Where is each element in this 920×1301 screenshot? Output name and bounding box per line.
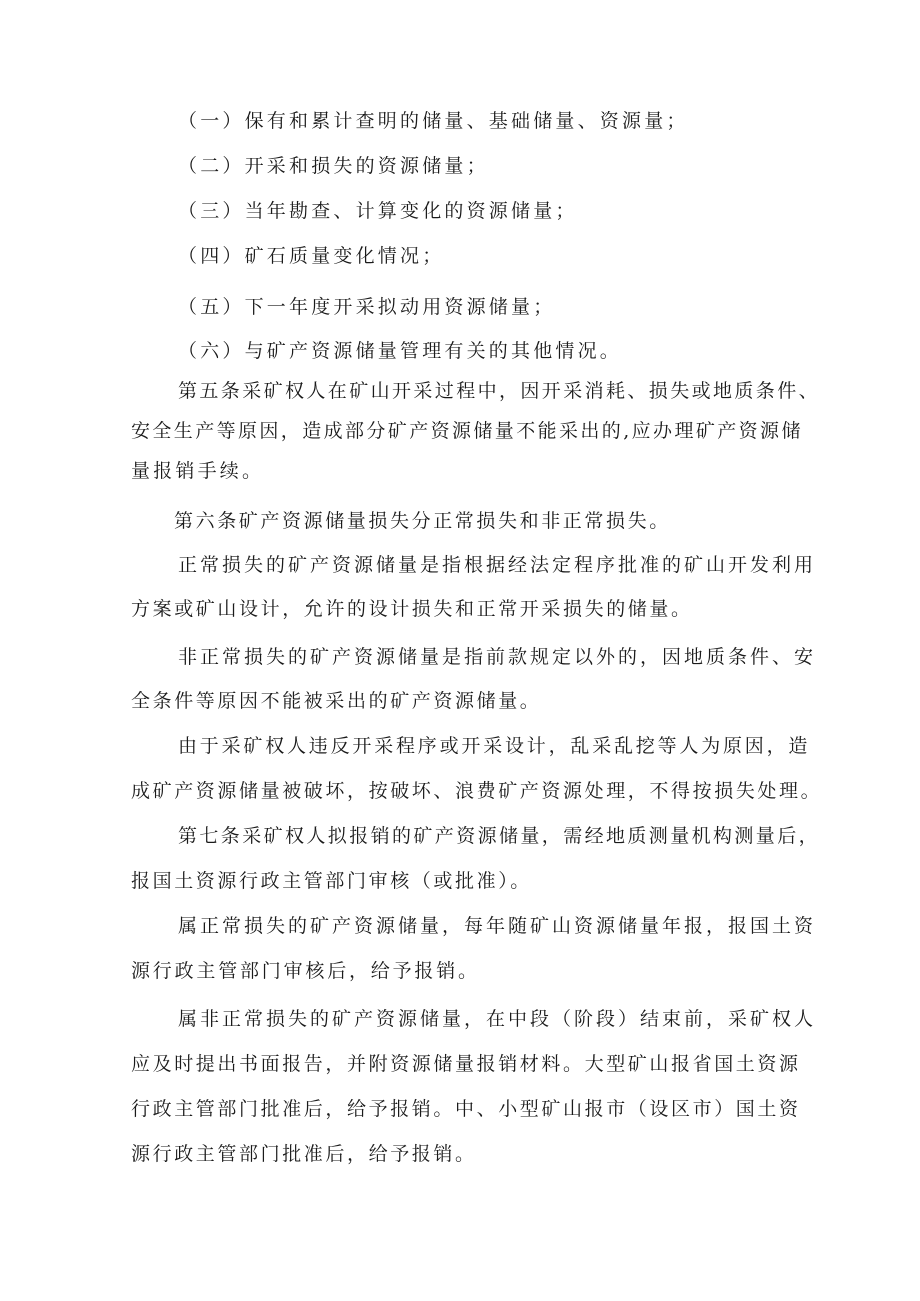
article-6-line: 第六条矿产资源储量损失分正常损失和非正常损失。 <box>174 510 671 532</box>
list-item-6: （六）与矿产资源储量管理有关的其他情况。 <box>178 340 623 362</box>
normal-loss-writeoff-line: 源行政主管部门审核后，给予报销。 <box>131 960 480 982</box>
article-5-line: 量报销手续。 <box>131 460 265 482</box>
article-7-line: 第七条采矿权人拟报销的矿产资源储量，需经地质测量机构测量后， <box>178 825 821 847</box>
list-item-1: （一）保有和累计查明的储量、基础储量、资源量； <box>178 110 689 132</box>
list-item-5: （五）下一年度开采拟动用资源储量； <box>178 296 556 318</box>
list-item-4: （四）矿石质量变化情况； <box>178 245 445 267</box>
abnormal-loss-writeoff-line: 属非正常损失的矿产资源储量，在中段（阶段）结束前，采矿权人 <box>178 1008 817 1030</box>
normal-loss-line: 正常损失的矿产资源储量是指根据经法定程序批准的矿山开发利用 <box>178 554 817 576</box>
abnormal-loss-writeoff-line: 行政主管部门批准后，给予报销。中、小型矿山报市（设区市）国土资 <box>131 1098 801 1120</box>
abnormal-loss-line: 全条件等原因不能被采出的矿产资源储量。 <box>131 690 542 712</box>
list-item-3: （三）当年勘查、计算变化的资源储量； <box>178 200 578 222</box>
article-7-line: 报国土资源行政主管部门审核（或批准）。 <box>131 870 532 892</box>
abnormal-loss-line: 非正常损失的矿产资源储量是指前款规定以外的，因地质条件、安 <box>178 646 817 668</box>
violation-line: 成矿产资源储量被破坏，按破坏、浪费矿产资源处理，不得按损失处理。 <box>131 780 823 802</box>
normal-loss-writeoff-line: 属正常损失的矿产资源储量，每年随矿山资源储量年报，报国土资 <box>178 915 817 937</box>
abnormal-loss-writeoff-line: 源行政主管部门批准后，给予报销。 <box>131 1143 477 1165</box>
normal-loss-line: 方案或矿山设计，允许的设计损失和正常开采损失的储量。 <box>131 598 693 620</box>
violation-line: 由于采矿权人违反开采程序或开采设计，乱采乱挖等人为原因，造 <box>178 735 811 757</box>
list-item-2: （二）开采和损失的资源储量； <box>178 155 489 177</box>
article-5-line: 第五条采矿权人在矿山开采过程中，因开采消耗、损失或地质条件、 <box>178 380 821 402</box>
article-5-line: 安全生产等原因，造成部分矿产资源储量不能采出的,应办理矿产资源储 <box>131 420 803 442</box>
abnormal-loss-writeoff-line: 应及时提出书面报告，并附资源储量报销材料。大型矿山报省国土资源 <box>131 1053 801 1075</box>
